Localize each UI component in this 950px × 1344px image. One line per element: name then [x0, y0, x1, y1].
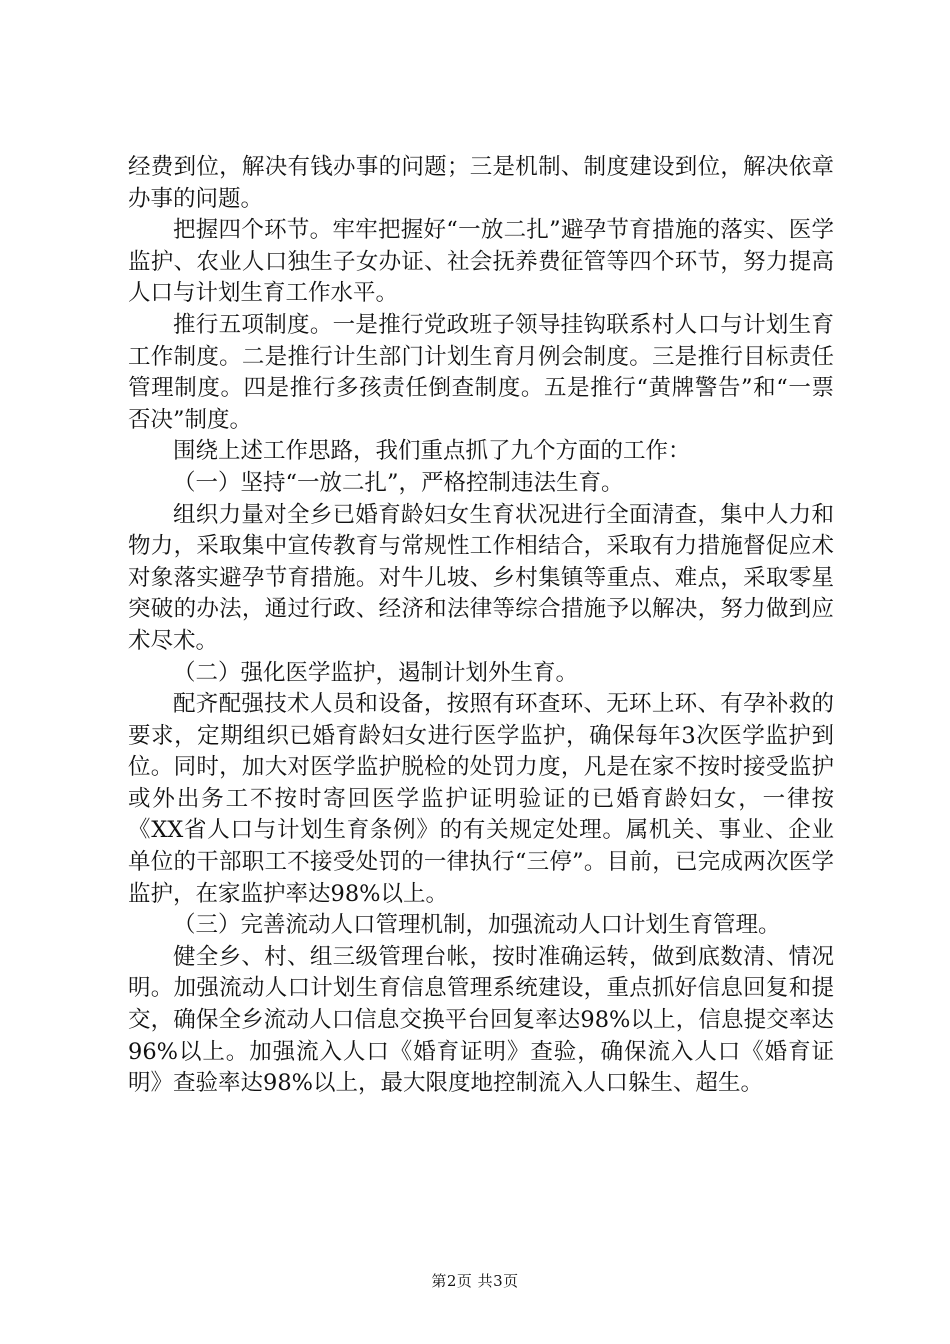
- paragraph-section-1: 组织力量对全乡已婚育龄妇女生育状况进行全面清查，集中人力和物力，采取集中宣传教育与常规性工作相结合，采取有力措施督促应术对象落实避孕节育措施。对牛儿坡、乡村集镇等重点、难点，采取零星突破的办法，通过行政、经济和法律等综合措施予以解决，努力做到应术尽术。: [128, 501, 834, 654]
- paragraph-nine-aspects-intro: 围绕上述工作思路，我们重点抓了九个方面的工作：: [173, 438, 691, 465]
- paragraph-four-links: 把握四个环节。牢牢把握好“一放二扎”避孕节育措施的落实、医学监护、农业人口独生子女办证、社会抚养费征管等四个环节，努力提高人口与计划生育工作水平。: [128, 217, 834, 307]
- section-heading-2: （二）强化医学监护，遏制计划外生育。: [173, 659, 579, 686]
- paragraph-five-systems: 推行五项制度。一是推行党政班子领导挂钩联系村人口与计划生育工作制度。二是推行计生部门计划生育月例会制度。三是推行目标责任管理制度。四是推行多孩责任倒查制度。五是推行“黄牌警告”和“一票否决”制度。: [128, 311, 834, 433]
- document-body: [128, 152, 834, 1100]
- page-number-footer: 第2页 共3页: [431, 1272, 519, 1290]
- paragraph-continuation: 经费到位，解决有钱办事的问题；三是机制、制度建设到位，解决依章办事的问题。: [128, 154, 834, 212]
- paragraph-section-2: 配齐配强技术人员和设备，按照有环查环、无环上环、有孕补救的要求，定期组织已婚育龄妇女进行医学监护，确保每年3次医学监护到位。同时，加大对医学监护脱检的处罚力度，凡是在家不按时接受监护或外出务工不按时寄回医学监护证明验证的已婚育龄妇女，一律按《XX省人口与计划生育条例》的有关规定处理。属机关、事业、企业单位的干部职工不接受处罚的一律执行“三停”。目前，已完成两次医学监护，在家监护率达98%以上。: [128, 691, 834, 907]
- section-heading-3: （三）完善流动人口管理机制，加强流动人口计划生育管理。: [173, 912, 781, 939]
- paragraph-section-3: 健全乡、村、组三级管理台帐，按时准确运转，做到底数清、情况明。加强流动人口计划生育信息管理系统建设，重点抓好信息回复和提交，确保全乡流动人口信息交换平台回复率达98%以上，信息提交率达96%以上。加强流入人口《婚育证明》查验，确保流入人口《婚育证明》查验率达98%以上，最大限度地控制流入人口躲生、超生。: [128, 943, 834, 1097]
- section-heading-1: （一）坚持“一放二扎”，严格控制违法生育。: [173, 469, 624, 496]
